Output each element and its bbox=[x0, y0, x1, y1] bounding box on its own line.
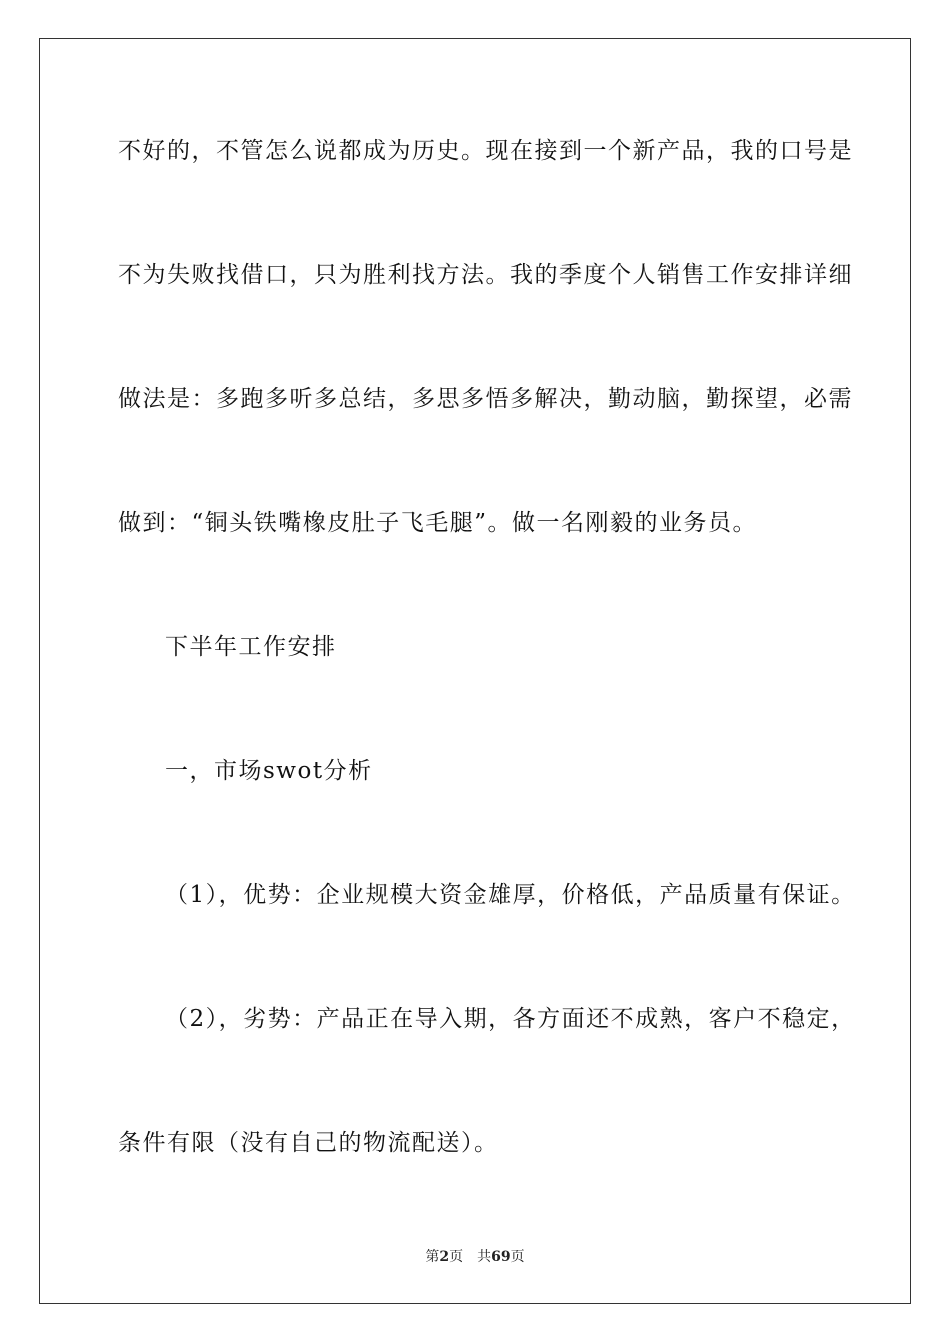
current-page-number: 2 bbox=[439, 1249, 450, 1265]
section-heading: 下半年工作安排 bbox=[165, 634, 337, 660]
total-page-count: 69 bbox=[491, 1249, 511, 1265]
page-footer bbox=[0, 1248, 950, 1266]
total-suffix: 页 bbox=[510, 1249, 525, 1265]
body-text-line: 做到：“铜头铁嘴橡皮肚子飞毛腿”。做一名刚毅的业务员。 bbox=[118, 510, 758, 536]
list-item-weaknesses: （2），劣势：产品正在导入期，各方面还不成熟，客户不稳定， bbox=[165, 1006, 856, 1032]
body-text-line: 不好的，不管怎么说都成为历史。现在接到一个新产品，我的口号是 bbox=[118, 138, 853, 164]
body-text-line: 做法是：多跑多听多总结，多思多悟多解决，勤动脑，勤探望，必需 bbox=[118, 386, 853, 412]
total-prefix: 共 bbox=[477, 1249, 492, 1265]
body-text-line: 不为失败找借口，只为胜利找方法。我的季度个人销售工作安排详细 bbox=[118, 262, 853, 288]
body-text-line: 条件有限（没有自己的物流配送）。 bbox=[118, 1130, 499, 1156]
page-suffix: 页 bbox=[449, 1249, 464, 1265]
subsection-heading: 一，市场swot分析 bbox=[165, 758, 373, 784]
page-border bbox=[39, 38, 911, 1304]
page-prefix: 第 bbox=[425, 1249, 440, 1265]
list-item-strengths: （1），优势：企业规模大资金雄厚，价格低，产品质量有保证。 bbox=[165, 882, 856, 908]
